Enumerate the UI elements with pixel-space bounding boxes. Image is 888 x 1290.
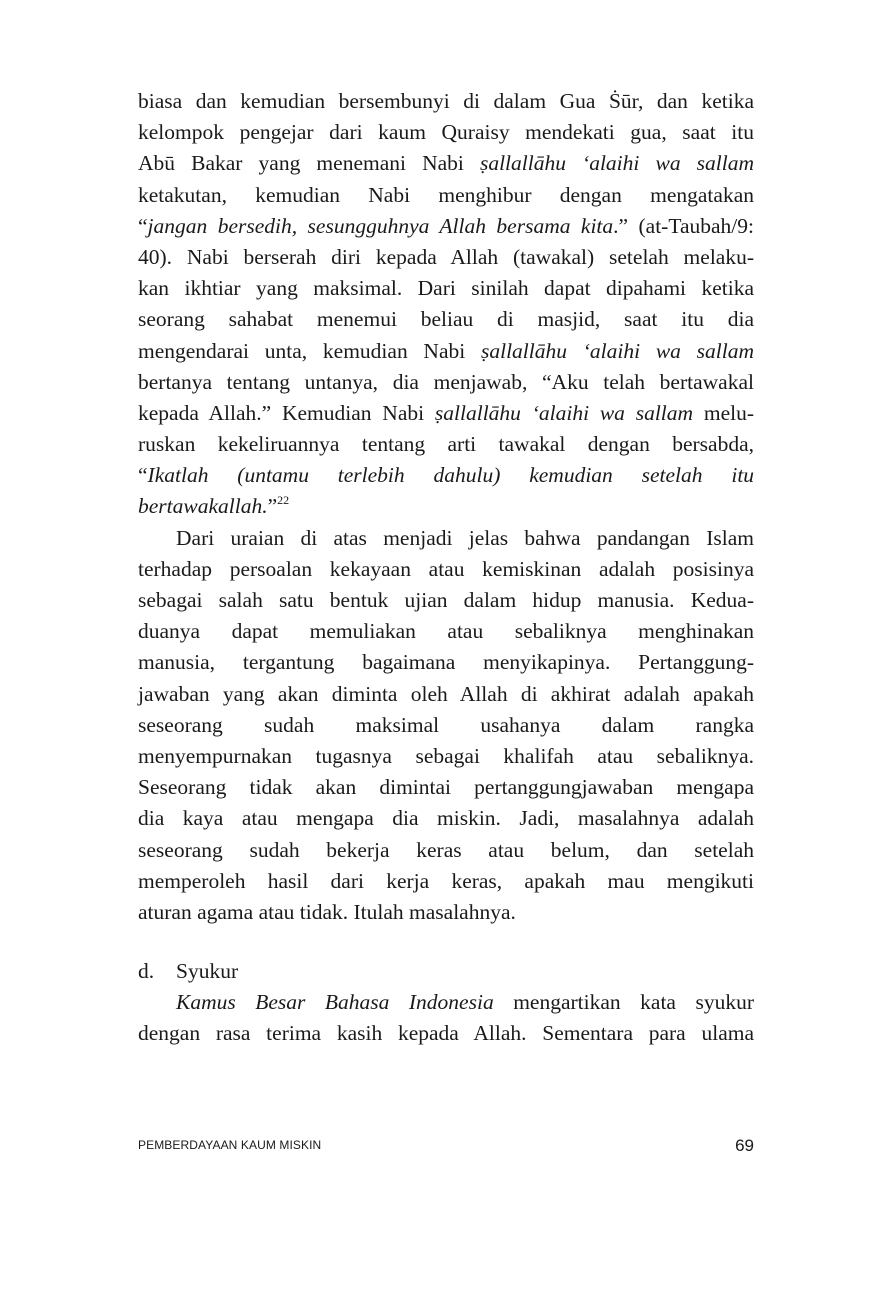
section-title: Syukur	[176, 959, 239, 984]
text-line	[138, 987, 754, 1018]
section-letter: d.	[138, 959, 155, 984]
hadith-word: setelah	[641, 463, 703, 488]
text-line: manusia, tergantung bagaimana menyikapinya. Pertanggung-	[138, 650, 754, 675]
quran-quote: jangan bersedih, sesungguhnya Allah bersama kita	[147, 213, 614, 238]
text-line: memperoleh hasil dari kerja keras, apakah mau mengikuti	[138, 868, 754, 893]
text-line: menyempurnakan tugasnya sebagai khalifah atau sebaliknya.	[138, 743, 754, 768]
section-heading-syukur	[138, 956, 754, 987]
text-line	[138, 460, 754, 491]
text-line: jawaban yang akan diminta oleh Allah di akhirat adalah apakah	[138, 681, 754, 706]
text-line: Seseorang tidak akan dimintai pertanggungjawaban mengapa	[138, 775, 754, 800]
text-line	[138, 148, 754, 179]
text-run: mengartikan kata syukur	[493, 990, 755, 1015]
text-line: dengan rasa terima kasih kepada Allah. Sementara para ulama	[138, 1021, 754, 1046]
page-footer	[138, 1136, 754, 1160]
text-line: kan ikhtiar yang maksimal. Dari sinilah dapat dipahami ketika	[138, 276, 754, 301]
salawat-phrase: ṣallallāhu ‘alaihi wa sallam	[434, 400, 694, 425]
paragraph-tawakal	[138, 86, 754, 523]
text-line: seseorang sudah bekerja keras atau belum, dan setelah	[138, 837, 754, 862]
page-body	[138, 86, 754, 1050]
hadith-word: dahulu)	[433, 463, 501, 488]
text-run: mengendarai unta, kemudian Nabi	[138, 338, 481, 363]
text-line: seseorang sudah maksimal usahanya dalam rangka	[138, 712, 754, 737]
text-line: ruskan kekeliruannya tentang arti tawakal dengan bersabda,	[138, 432, 754, 457]
text-line	[138, 398, 754, 429]
text-run: kepada Allah.” Kemudian Nabi	[138, 400, 435, 425]
text-line: kelompok pengejar dari kaum Quraisy mendekati gua, saat itu	[138, 120, 754, 145]
paragraph-ujian	[138, 523, 754, 928]
hadith-word: (untamu	[237, 463, 309, 488]
running-title: PEMBERDAYAAN KAUM MISKIN	[138, 1138, 322, 1152]
hadith-word: itu	[731, 463, 755, 488]
text-line	[138, 336, 754, 367]
kbbi-title: Kamus Besar Bahasa Indonesia	[176, 990, 494, 1015]
open-quote: “	[138, 463, 148, 488]
text-line: dia kaya atau mengapa dia miskin. Jadi, masalahnya adalah	[138, 806, 754, 831]
text-line: sebagai salah satu bentuk ujian dalam hidup manusia. Kedua-	[138, 588, 754, 612]
open-quote: “	[138, 213, 148, 238]
hadith-word: Ikatlah	[147, 463, 209, 488]
text-run: melu-	[693, 400, 755, 425]
text-line: duanya dapat memuliakan atau sebaliknya menghinakan	[138, 619, 754, 644]
hadith-quote-end: bertawakallah.	[138, 494, 268, 519]
page-number: 69	[735, 1136, 754, 1155]
text-line: 40). Nabi berserah diri kepada Allah (tawakal) setelah melaku-	[138, 244, 754, 269]
quran-citation: .” (at-Taubah/9:	[613, 213, 754, 238]
text-line: seorang sahabat menemui beliau di masjid, saat itu dia	[138, 307, 754, 332]
text-line: bertanya tentang untanya, dia menjawab, “Aku telah bertawakal	[138, 369, 754, 394]
footnote-ref[interactable]: 22	[277, 493, 290, 508]
paragraph-syukur	[138, 987, 754, 1049]
close-quote: ”	[267, 494, 278, 519]
text-line	[138, 491, 754, 522]
salawat-phrase: ṣallallāhu ‘alaihi wa sallam	[480, 338, 754, 363]
text-line: Dari uraian di atas menjadi jelas bahwa pandangan Islam	[176, 525, 754, 550]
text-line: biasa dan kemudian bersembunyi di dalam Gua Ṡūr, dan ketika	[138, 89, 754, 113]
text-run: Abū Bakar yang menemani Nabi	[138, 151, 480, 176]
text-line	[138, 211, 754, 242]
hadith-word: kemudian	[529, 463, 613, 488]
text-line: terhadap persoalan kekayaan atau kemiskinan adalah posisinya	[138, 556, 754, 581]
text-line: ketakutan, kemudian Nabi menghibur dengan mengatakan	[138, 182, 754, 207]
text-line: aturan agama atau tidak. Itulah masalahnya.	[138, 899, 516, 924]
hadith-word: terlebih	[337, 463, 405, 488]
salawat-phrase: ṣallallāhu ‘alaihi wa sallam	[479, 151, 754, 176]
